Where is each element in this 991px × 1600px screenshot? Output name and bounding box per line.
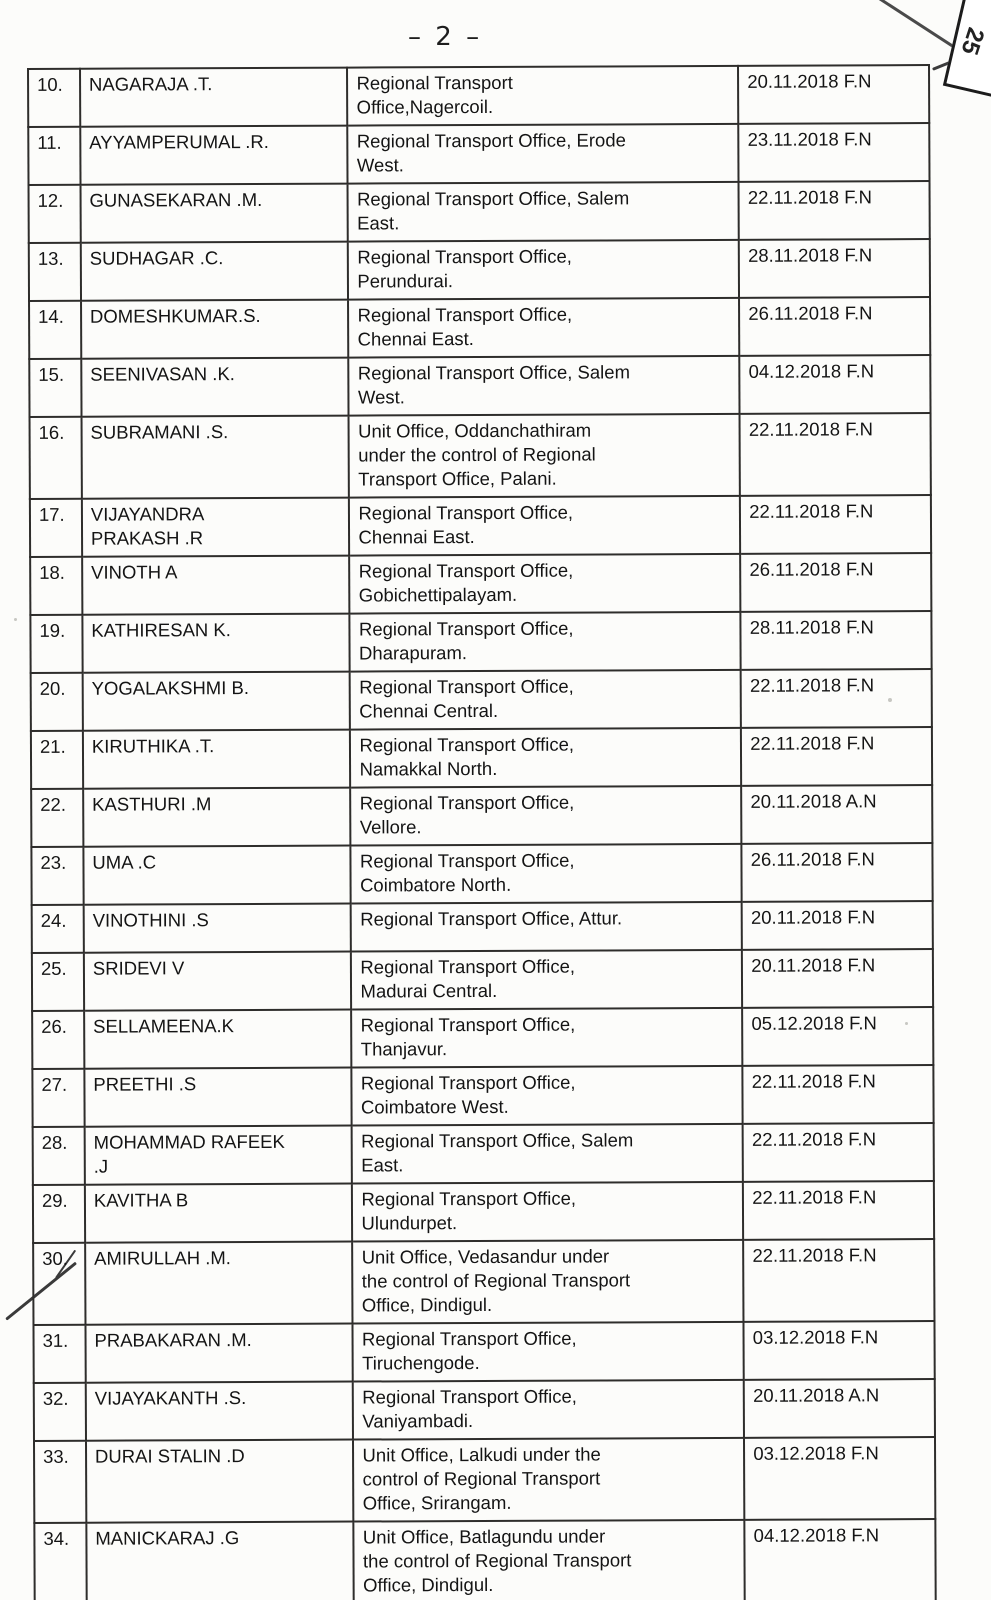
officer-name-cell: MANICKARAJ .G [86,1522,354,1600]
officer-name-cell: VINOTH A [82,556,350,615]
table-row [32,1007,933,1069]
office-cell: Regional Transport Office, Ulundurpet. [352,1182,743,1242]
date-cell: 26.11.2018 F.N [739,297,930,356]
officer-name-cell: KIRUTHIKA .T. [83,730,351,789]
page-corner-overlay [943,0,991,101]
officer-name-cell: DURAI STALIN .D [86,1440,354,1523]
office-cell: Regional Transport Office, Thanjavur. [352,1008,743,1068]
serial-number-cell: 15. [29,359,81,417]
officer-name-cell: VIJAYAKANTH .S. [86,1382,354,1441]
date-cell: 03.12.2018 F.N [744,1321,935,1380]
officer-name-cell: KATHIRESAN K. [82,614,350,673]
office-cell: Regional Transport Office, Madurai Central. [351,950,742,1010]
date-cell: 28.11.2018 F.N [739,239,930,298]
office-cell: Regional Transport Office, Coimbatore West. [352,1066,743,1126]
officer-name-cell: KAVITHA B [85,1184,353,1243]
serial-number-cell: 12. [29,185,81,243]
serial-number-cell: 14. [29,301,81,359]
serial-number-cell: 10. [28,69,80,127]
office-cell: Regional Transport Office, Dharapuram. [350,612,741,672]
date-cell: 22.11.2018 F.N [743,1065,934,1124]
serial-number-cell: 33. [34,1441,86,1523]
serial-number-cell: 27. [32,1069,84,1127]
table-row [30,495,931,557]
office-cell: Regional Transport Office,Nagercoil. [347,66,738,126]
table-row [33,1239,934,1325]
officer-name-cell: UMA .C [83,846,351,905]
serial-number-cell: 22. [31,789,83,847]
table-row [33,1181,934,1243]
serial-number-cell: 28. [33,1127,85,1185]
date-cell: 22.11.2018 F.N [743,1239,934,1322]
office-cell: Regional Transport Office, Gobichettipalayam. [350,554,741,614]
table-row [30,553,931,615]
office-cell: Regional Transport Office, Chennai East. [348,298,739,358]
date-cell: 22.11.2018 F.N [741,727,932,786]
date-cell: 03.12.2018 F.N [744,1437,935,1520]
officer-name-cell: SUDHAGAR .C. [81,242,349,301]
table-row [28,65,929,127]
office-cell: Regional Transport Office, Chennai Central. [350,670,741,730]
officer-name-cell: VINOTHINI .S [84,904,352,953]
office-cell: Regional Transport Office, Perundurai. [348,240,739,300]
office-cell: Regional Transport Office, Erode West. [348,124,739,184]
date-cell: 26.11.2018 F.N [742,843,933,902]
table-row [31,843,932,905]
table-row [32,949,933,1011]
date-cell: 22.11.2018 F.N [740,413,931,496]
officer-name-cell: DOMESHKUMAR.S. [81,300,349,359]
serial-number-cell: 20. [31,673,83,731]
serial-number-cell: 13. [29,243,81,301]
date-cell: 22.11.2018 F.N [739,181,930,240]
serial-number-cell: 25. [32,953,84,1011]
office-cell: Unit Office, Oddanchathiram under the control of Regional Transport Office, Palani. [349,414,740,498]
officer-name-cell: SELLAMEENA.K [84,1010,352,1069]
date-cell: 23.11.2018 F.N [738,123,929,182]
serial-number-cell: 11. [28,127,80,185]
officer-name-cell: GUNASEKARAN .M. [80,184,348,243]
office-cell: Unit Office, Batlagundu under the control of Regional Transport Office, Dindigul. [354,1520,745,1600]
table-row [28,123,929,185]
table-row [33,1321,934,1383]
table-row [29,297,930,359]
table-row [32,1065,933,1127]
table-row [30,611,931,673]
office-cell: Regional Transport Office, Salem East. [352,1124,743,1184]
office-cell: Regional Transport Office, Salem West. [349,356,740,416]
date-cell: 22.11.2018 F.N [741,669,932,728]
table-row [32,901,933,953]
table-row [29,355,930,417]
serial-number-cell: 17. [30,499,82,557]
serial-number-cell: 19. [30,615,82,673]
serial-number-cell: 31. [33,1325,85,1383]
table-row [29,239,930,301]
serial-number-cell: 26. [32,1011,84,1069]
date-cell: 22.11.2018 F.N [743,1123,934,1182]
office-cell: Regional Transport Office, Coimbatore North. [351,844,742,904]
officer-name-cell: AMIRULLAH .M. [85,1242,353,1325]
table-row [31,785,932,847]
table-row [34,1519,935,1600]
date-cell: 20.11.2018 A.N [744,1379,935,1438]
serial-number-cell: 34. [34,1523,86,1600]
officer-name-cell: MOHAMMAD RAFEEK .J [85,1126,353,1185]
office-cell: Regional Transport Office, Namakkal North. [350,728,741,788]
table-row [31,669,932,731]
office-cell: Regional Transport Office, Salem East. [348,182,739,242]
date-cell: 20.11.2018 F.N [738,65,929,124]
date-cell: 22.11.2018 F.N [743,1181,934,1240]
serial-number-cell: 29. [33,1185,85,1243]
date-cell: 26.11.2018 F.N [740,553,931,612]
officer-name-cell: SRIDEVI V [84,952,352,1011]
officer-name-cell: YOGALAKSHMI B. [83,672,351,731]
table-row [33,1123,934,1185]
office-cell: Regional Transport Office, Chennai East. [349,496,740,556]
serial-number-cell: 24. [32,905,84,953]
corner-note-text: 25 [955,24,990,58]
office-cell: Regional Transport Office, Vellore. [351,786,742,846]
office-cell: Unit Office, Vedasandur under the control of Regional Transport Office, Dindigul. [353,1240,744,1324]
officer-name-cell: SUBRAMANI .S. [81,416,349,499]
date-cell: 04.12.2018 F.N [745,1519,936,1600]
officer-name-cell: VIJAYANDRA PRAKASH .R [82,498,350,557]
serial-number-cell: 23. [31,847,83,905]
date-cell: 05.12.2018 F.N [742,1007,933,1066]
serial-number-cell: 16. [30,417,82,499]
officer-name-cell: AYYAMPERUMAL .R. [80,126,348,185]
date-cell: 22.11.2018 F.N [740,495,931,554]
office-cell: Regional Transport Office, Vaniyambadi. [353,1380,744,1440]
serial-number-cell: 32. [34,1383,86,1441]
table-row [29,181,930,243]
officer-name-cell: SEENIVASAN .K. [81,358,349,417]
serial-number-cell: 21. [31,731,83,789]
serial-number-cell: 30. [33,1243,85,1325]
page-number: – 2 – [408,22,483,52]
table-row [31,727,932,789]
officer-name-cell: PREETHI .S [84,1068,352,1127]
table-row [34,1379,935,1441]
officer-name-cell: NAGARAJA .T. [80,68,348,127]
date-cell: 20.11.2018 F.N [742,949,933,1008]
office-cell: Regional Transport Office, Attur. [351,902,742,952]
date-cell: 20.11.2018 A.N [741,785,932,844]
officer-name-cell: KASTHURI .M [83,788,351,847]
officer-name-cell: PRABAKARAN .M. [85,1324,353,1383]
date-cell: 04.12.2018 F.N [740,355,931,414]
scan-speckle [14,618,17,621]
serial-number-cell: 18. [30,557,82,615]
office-cell: Regional Transport Office, Tiruchengode. [353,1322,744,1382]
date-cell: 20.11.2018 F.N [742,901,933,950]
office-cell: Unit Office, Lalkudi under the control of Regional Transport Office, Srirangam. [353,1438,744,1522]
table-row [30,413,931,499]
date-cell: 28.11.2018 F.N [741,611,932,670]
officers-posting-table [27,64,937,1600]
table-row [34,1437,935,1523]
